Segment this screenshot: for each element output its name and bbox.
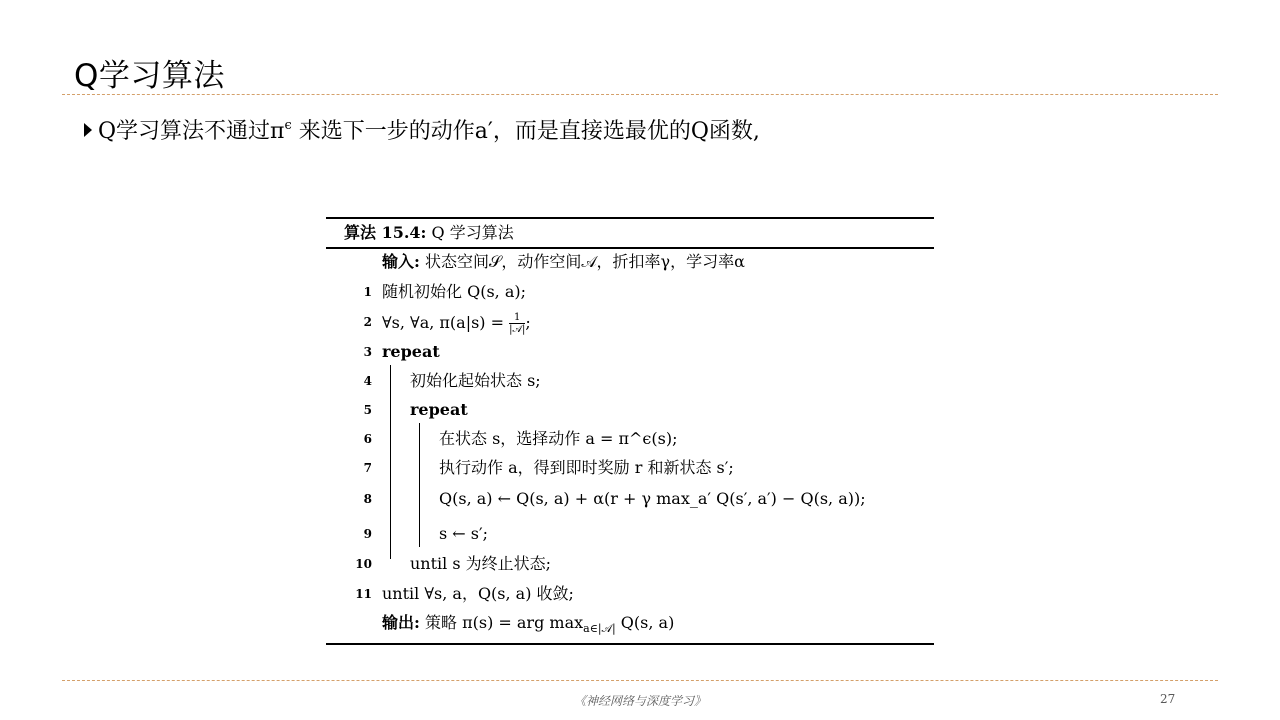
line-text: 初始化起始状态 s;: [410, 371, 541, 390]
algorithm-label: 算法 15.4:: [344, 223, 427, 242]
line-text: until ∀s, a，Q(s, a) 收敛;: [382, 584, 574, 603]
line-number: 6: [363, 432, 372, 446]
bullet-text-pre: Q学习算法不通过π: [98, 119, 285, 144]
line-number: 4: [363, 374, 372, 388]
line-text: 执行动作 a，得到即时奖励 r 和新状态 s′;: [439, 458, 734, 477]
loop-bar-inner: [419, 423, 420, 547]
page-number: 27: [1160, 692, 1176, 706]
output-tail: Q(s, a): [620, 613, 675, 632]
line-text: 随机初始化 Q(s, a);: [382, 282, 527, 301]
footer-divider: [62, 680, 1218, 681]
fraction: [509, 312, 525, 335]
footer-book-title: 《神经网络与深度学习》: [573, 694, 706, 708]
algorithm-box: 算法 15.4: Q 学习算法 输入: 状态空间𝒮，动作空间𝒜，折扣率γ，学习率α 1 随机初始化 Q(s, a); 2 ∀s, ∀a, π(a|s) = $\frac{1}{\text{|𝒜|}}$ ; 3 repeat 4 初始化起始状态 s; 5 repeat 6 在状态 s，选择动作 a = π^ϵ(s); 7 执行动作 a，得到即时奖励 r 和新状态 s′; 8 Q(s, a) ← Q(s, a) + α(r + γ max_a′ Q(s′, a′) − Q(s, a)); 9 s ← s′; 10 until s 为终止状态; 11 until ∀s, a，Q(s, a) 收敛; 输出: 策略 π(s) = arg $\max_{a\in|𝒜|} Q(s$, a): [326, 217, 934, 645]
line-text: s ← s′;: [439, 524, 489, 543]
output-label: 输出:: [382, 613, 420, 632]
line-number: 10: [355, 557, 372, 571]
algorithm-name: Q 学习算法: [431, 223, 514, 242]
line-number: 3: [363, 345, 372, 359]
line-number: 5: [363, 403, 372, 417]
line-number: 8: [363, 492, 372, 506]
line-text: ∀s, ∀a, π(a|s) =: [382, 313, 505, 332]
line-text: repeat: [382, 342, 440, 361]
line-number: 9: [363, 527, 372, 541]
input-text: 状态空间𝒮，动作空间𝒜，折扣率γ，学习率α: [425, 252, 745, 271]
line-number: 1: [363, 285, 372, 299]
line-number: 7: [363, 461, 372, 475]
line-number: 2: [363, 315, 372, 329]
algorithm-header: [326, 219, 934, 249]
fraction-denominator: |𝒜|: [509, 324, 526, 335]
line-number: 11: [355, 587, 372, 601]
bullet-text: [84, 114, 760, 145]
input-label: 输入:: [382, 252, 420, 271]
bullet-text-post: 来选下一步的动作a′，而是直接选最优的Q函数,: [298, 119, 760, 144]
output-subscript: a∈|𝒜|: [583, 622, 616, 635]
line-text: repeat: [410, 400, 468, 419]
fraction-numerator: 1: [509, 312, 525, 324]
output-text: 策略 π(s) = arg max: [425, 613, 584, 632]
slide-title: Q学习算法: [74, 58, 225, 94]
bullet-arrow-icon: [84, 123, 92, 137]
bullet-epsilon: ϵ: [284, 118, 292, 133]
title-divider: [62, 94, 1218, 95]
line-text: until s 为终止状态;: [410, 554, 552, 573]
loop-bar-outer: [390, 365, 391, 559]
line-text: 在状态 s，选择动作 a = π^ϵ(s);: [439, 429, 678, 448]
line-text: Q(s, a) ← Q(s, a) + α(r + γ max_a′ Q(s′, a′) − Q(s, a));: [439, 489, 866, 508]
